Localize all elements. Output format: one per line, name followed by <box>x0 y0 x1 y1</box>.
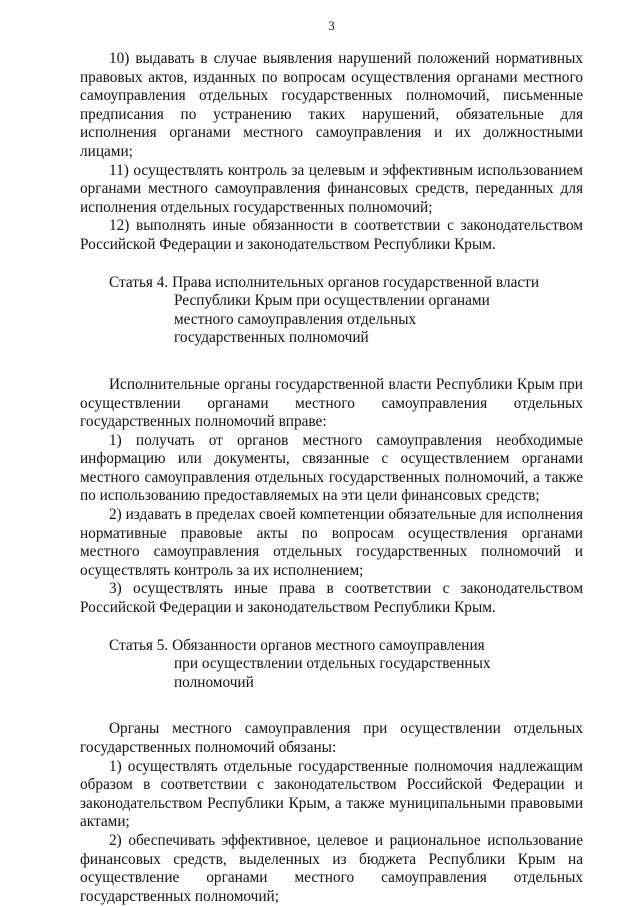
article-5-heading-line: полномочий <box>174 673 254 691</box>
article-5-heading <box>80 637 583 693</box>
article-5-intro: Органы местного самоуправления при осуществлении отдельных государственных полномочий обязаны: <box>80 720 583 756</box>
article-4-item-2: 2) издавать в пределах своей компетенции обязательные для исполнения нормативные правовые акты по вопросам осуществления органами местного самоуправления отдельных государственных полномочий и осуществлять контроль за их исполнением; <box>80 506 583 579</box>
page-number: 3 <box>328 18 335 33</box>
article-4-heading-line: местного самоуправления отдельных <box>174 310 417 328</box>
list-item-11: 11) осуществлять контроль за целевым и эффективным использованием органами местного самоуправления финансовых средств, переданных для исполнения отдельных государственных полномочий; <box>80 161 583 216</box>
article-4-item-1: 1) получать от органов местного самоуправления необходимые информацию или документы, связанные с осуществлением органами местного самоуправления отдельных государственных полномочий, а также по использованию предоставляемых на эти цели финансовых средств; <box>80 431 583 505</box>
article-4-intro: Исполнительные органы государственной власти Республики Крым при осуществлении органами местного самоуправления отдельных государственных полномочий вправе: <box>80 375 583 431</box>
document-page <box>80 18 583 906</box>
article-4-heading-line: Республики Крым при осуществлении органами <box>174 292 490 310</box>
article-5-heading-line: Статья 5. Обязанности органов местного самоуправления <box>109 636 485 654</box>
article-4-item-3: 3) осуществлять иные права в соответствии с законодательством Российской Федерации и законодательством Республики Крым. <box>80 580 583 617</box>
article-4-heading <box>80 274 583 348</box>
article-4-heading-line: государственных полномочий <box>174 329 369 347</box>
article-5-item-1: 1) осуществлять отдельные государственные полномочия надлежащим образом в соответствии с законодательством Российской Федерации и законодательством Республики Крым, а также муниципальными правовыми актами; <box>80 757 583 831</box>
list-item-12: 12) выполнять иные обязанности в соответствии с законодательством Российской Федерации и законодательством Республики Крым. <box>80 217 583 253</box>
article-5-heading-line: при осуществлении отдельных государственных <box>174 655 491 673</box>
list-item-10: 10) выдавать в случае выявления нарушений положений нормативных правовых актов, изданных по вопросам осуществления органами местного самоуправления отдельных государственных полномочий, письменные предписания по устранению таких нарушений, обязательные для исполнения органами местного самоуправления и их должностными лицами; <box>80 50 583 160</box>
article-5-item-2: 2) обеспечивать эффективное, целевое и рациональное использование финансовых средств, выделенных из бюджета Республики Крым на осуществление органами местного самоуправления отдельных государственных полномочий; <box>80 831 583 905</box>
article-4-heading-line: Статья 4. Права исполнительных органов государственной власти <box>109 273 540 291</box>
